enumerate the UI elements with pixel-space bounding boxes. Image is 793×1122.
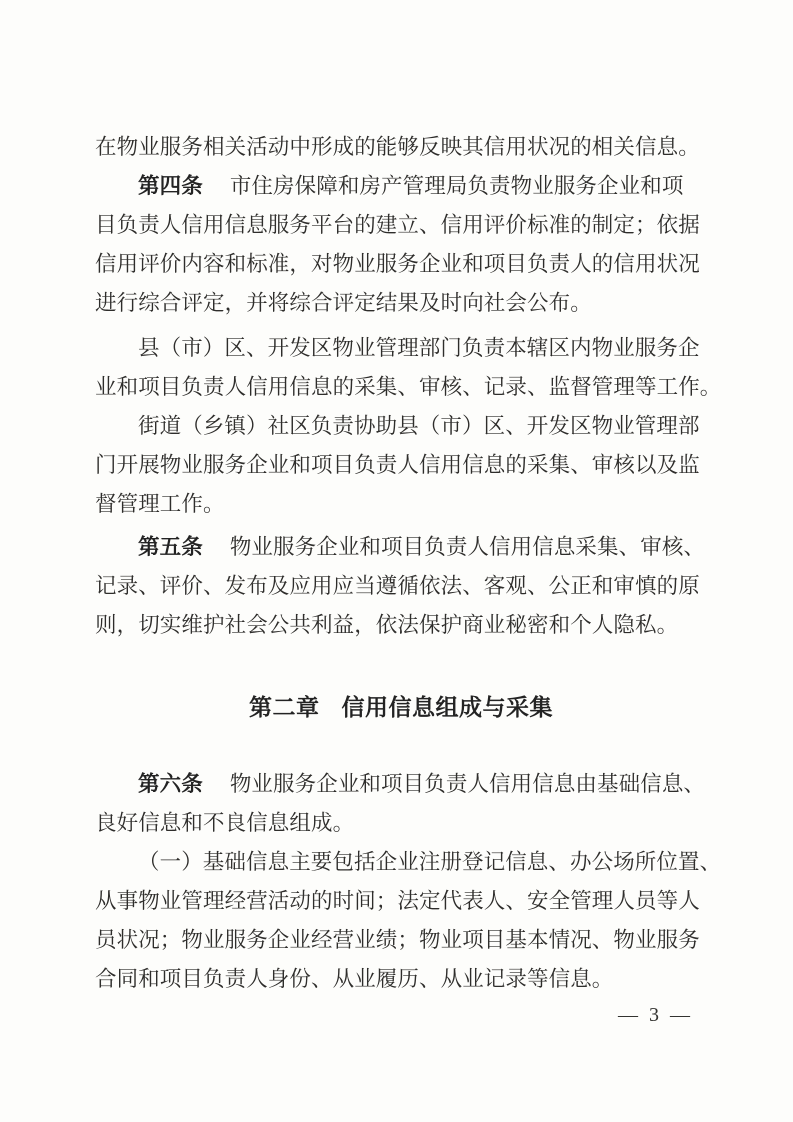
paragraph-street-duty (95, 407, 707, 524)
paragraph-article-6 (95, 765, 707, 843)
line-text: 员状况；物业服务企业经营业绩；物业项目基本情况、物业服务 (95, 928, 700, 952)
chapter-heading (95, 688, 707, 727)
page-number: — 3 — (618, 1004, 693, 1026)
text-line (95, 804, 707, 843)
line-text: 门开展物业服务企业和项目负责人信用信息的采集、审核以及监 (95, 453, 700, 477)
text-line (95, 765, 707, 804)
text-line (95, 245, 707, 284)
line-text: 合同和项目负责人身份、从业履历、从业记录等信息。 (95, 967, 614, 991)
line-text: 进行综合评定，并将综合评定结果及时向社会公布。 (95, 291, 592, 315)
text-line (95, 167, 707, 206)
line-text: 县（市）区、开发区物业管理部门负责本辖区内物业服务企 (138, 336, 700, 360)
line-text: 记录、评价、发布及应用应当遵循依法、客观、公正和审慎的原 (95, 574, 700, 598)
line-text: 则，切实维护社会公共利益，依法保护商业秘密和个人隐私。 (95, 613, 679, 637)
text-line (95, 407, 707, 446)
line-text: 物业服务企业和项目负责人信用信息由基础信息、 (229, 772, 706, 796)
chapter-title: 信用信息组成与采集 (341, 694, 553, 720)
line-text: （一）基础信息主要包括企业注册登记信息、办公场所位置、 (138, 850, 722, 874)
text-line (95, 329, 707, 368)
text-line (95, 528, 707, 567)
line-text: 督管理工作。 (95, 492, 225, 516)
line-text: 市住房保障和房产管理局负责物业服务企业和项 (229, 174, 684, 198)
text-line (95, 284, 707, 323)
text-line (95, 128, 707, 167)
text-line (95, 485, 707, 524)
line-text: 业和项目负责人信用信息的采集、审核、记录、监督管理等工作。 (95, 375, 722, 399)
line-text: 街道（乡镇）社区负责协助县（市）区、开发区物业管理部 (138, 414, 700, 438)
paragraph-article-4 (95, 167, 707, 323)
paragraph-article-5 (95, 528, 707, 645)
text-line (95, 882, 707, 921)
line-text: 良好信息和不良信息组成。 (95, 811, 355, 835)
text-line (95, 446, 707, 485)
text-line (95, 567, 707, 606)
paragraph-basic-info (95, 843, 722, 999)
paragraph-county-duty (95, 329, 722, 407)
article-number: 第五条 (138, 535, 203, 559)
text-line (95, 960, 707, 999)
line-text: 信用评价内容和标准，对物业服务企业和项目负责人的信用状况 (95, 252, 700, 276)
chapter-number: 第二章 (249, 694, 320, 720)
line-text: 从事物业管理经营活动的时间；法定代表人、安全管理人员等人 (95, 889, 700, 913)
article-number: 第六条 (138, 772, 203, 796)
line-text: 在物业服务相关活动中形成的能够反映其信用状况的相关信息。 (95, 135, 700, 159)
text-line (95, 368, 722, 407)
document-body (95, 128, 722, 999)
text-line (95, 921, 707, 960)
line-text: 物业服务企业和项目负责人信用信息采集、审核、 (229, 535, 706, 559)
paragraph-continuation (95, 128, 707, 167)
text-line (95, 843, 722, 882)
text-line (95, 606, 707, 645)
text-line (95, 206, 707, 245)
line-text: 目负责人信用信息服务平台的建立、信用评价标准的制定；依据 (95, 213, 700, 237)
article-number: 第四条 (138, 174, 203, 198)
